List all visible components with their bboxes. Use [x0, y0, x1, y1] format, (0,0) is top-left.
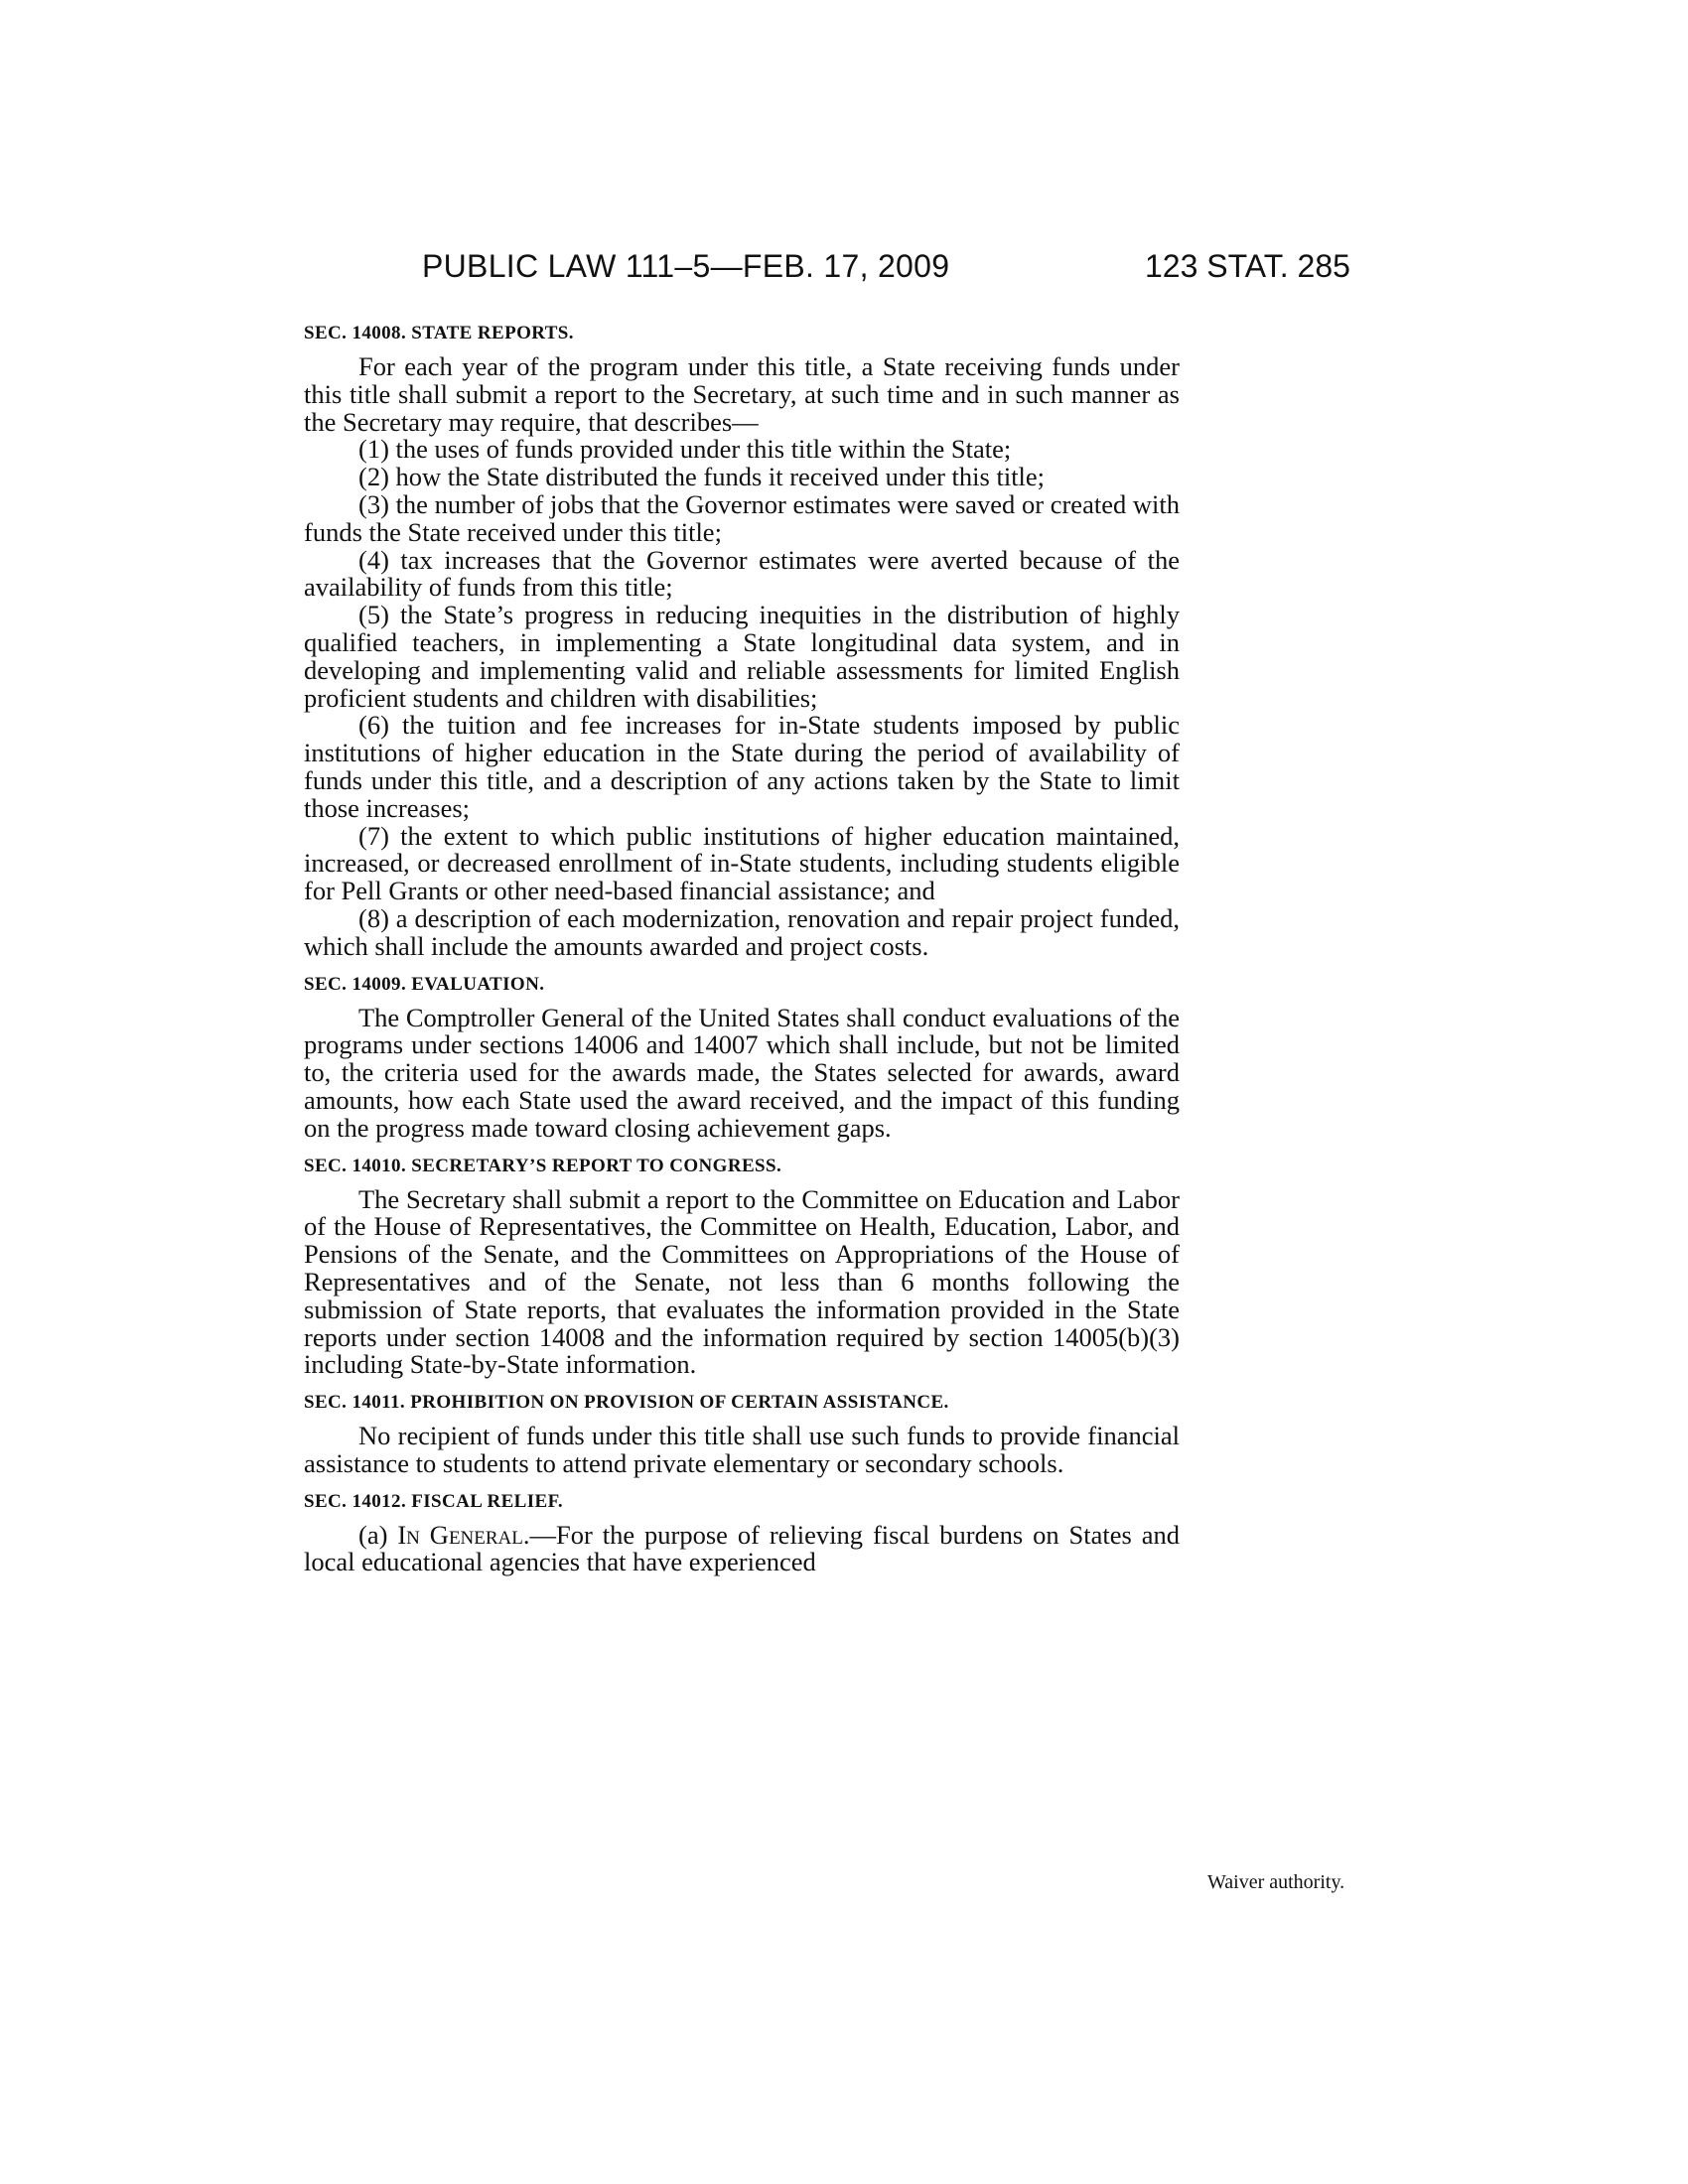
- subsection-title: In General: [397, 1519, 523, 1550]
- section-14009-text: The Comptroller General of the United States shall conduct evaluations of the programs under sections 14006 and 14007 which shall include, but not be limited to, the criteria used for the awards made, the States selected for awards, award amounts, how each State used the award received, and the impact of this funding on the progress made toward closing achievement gaps.: [304, 1002, 1180, 1143]
- list-item: (4) tax increases that the Governor estimates were averted because of the availability of funds from this title;: [304, 544, 1180, 603]
- running-head: PUBLIC LAW 111–5—FEB. 17, 2009: [422, 248, 950, 284]
- section-heading-14011: SEC. 14011. PROHIBITION ON PROVISION OF CERTAIN ASSISTANCE.: [304, 1392, 949, 1414]
- section-heading-14009: SEC. 14009. EVALUATION.: [304, 973, 545, 995]
- section-14010-text: The Secretary shall submit a report to the Committee on Education and Labor of the House of Representatives, the Committee on Health, Education, Labor, and Pensions of the Senate, and the Committees on Appropriations of the House of Representatives and of the Senate, not less than 6 months following the submission of State reports, that evaluates the information provided in the State reports under section 14008 and the information required by section 14005(b)(3) including State-by-State information.: [304, 1183, 1180, 1380]
- list-item: (6) the tuition and fee increases for in-State students imposed by public institutions of higher education in the State during the period of availability of funds under this title, and a description of any actions taken by the State to limit those increases;: [304, 710, 1180, 823]
- section-14008-list: [304, 436, 1180, 960]
- section-14011-text: No recipient of funds under this title shall use such funds to provide financial assistance to students to attend private elementary or secondary schools.: [304, 1421, 1180, 1478]
- page-header: [0, 248, 1688, 288]
- section-heading-14008: SEC. 14008. STATE REPORTS.: [304, 323, 574, 343]
- section-14012-subsection-a: [304, 1519, 1180, 1577]
- margin-note-waiver-authority: Waiver authority.: [1207, 1871, 1345, 1893]
- list-item: (7) the extent to which public institutions of higher education maintained, increased, or decreased enrollment of in-State students, including students eligible for Pell Grants or other need-based financial assistance; and: [304, 820, 1180, 906]
- section-14008-intro: For each year of the program under this title, a State receiving funds under this title shall submit a report to the Secretary, at such time and in such manner as the Secretary may require, that describes—: [304, 351, 1180, 437]
- subsection-text: .—For the purpose of relieving fiscal burdens on States and local educational agencies that have experienced: [304, 1519, 1180, 1577]
- list-item: (3) the number of jobs that the Governor estimates were saved or created with funds the State received under this title;: [304, 488, 1180, 547]
- list-item: (5) the State’s progress in reducing inequities in the distribution of highly qualified teachers, in implementing a State longitudinal data system, and in developing and implementing valid and reliable assessments for limited English proficient students and children with disabilities;: [304, 600, 1180, 713]
- list-item: (1) the uses of funds provided under this title within the State;: [358, 434, 1012, 465]
- section-heading-14012: SEC. 14012. FISCAL RELIEF.: [304, 1490, 563, 1512]
- list-item: (2) how the State distributed the funds it received under this title;: [358, 462, 1046, 492]
- section-heading-14010: SEC. 14010. SECRETARY’S REPORT TO CONGRESS.: [304, 1155, 782, 1176]
- body-column: [304, 320, 1180, 1586]
- subsection-label: (a): [358, 1519, 398, 1550]
- stat-citation: 123 STAT. 285: [1145, 248, 1350, 284]
- list-item: (8) a description of each modernization, renovation and repair project funded, which shall include the amounts awarded and project costs.: [304, 902, 1180, 961]
